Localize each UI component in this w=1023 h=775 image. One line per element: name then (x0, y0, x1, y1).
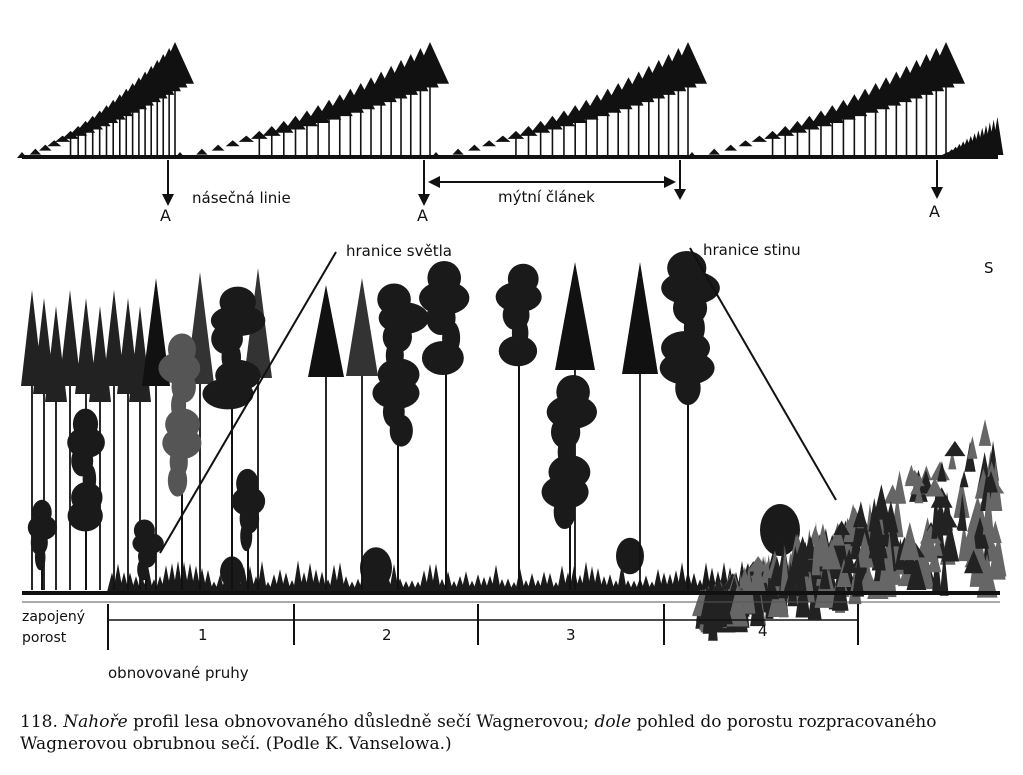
closed-stand-label-1: zapojený (22, 609, 86, 625)
top-tree-crown (739, 140, 753, 146)
beech-crown-lobe (137, 558, 148, 580)
cutting-section-label: mýtní článek (498, 188, 595, 206)
cut-marker-a-3: A (929, 202, 940, 221)
undergrowth-bush (360, 547, 392, 589)
top-tree-crown (226, 140, 240, 146)
top-tree-crown (468, 145, 481, 151)
strip-number-2: 2 (382, 626, 392, 644)
top-tree-crown (482, 140, 496, 146)
shade-boundary-label: hranice stinu (703, 241, 801, 259)
top-tree-rows (17, 42, 1003, 158)
young-stand-right (692, 419, 1006, 641)
beech-crown-lobe (35, 545, 46, 571)
beech-crown-lobe (499, 336, 537, 367)
beech-crown-lobe (240, 521, 252, 551)
light-boundary-label: hranice světla (346, 242, 452, 260)
caption-top-word: Nahoře (63, 712, 128, 732)
top-tree-crown (196, 149, 207, 155)
top-forest-profile (17, 42, 1003, 206)
caption-text-a: profil lesa obnovovaného důsledně sečí Wagnerovou; (133, 712, 590, 732)
closed-stand-label-2: porost (22, 630, 67, 646)
beech-crown-lobe (68, 500, 103, 531)
cutting-section-arrow (428, 176, 676, 188)
beech-crown-lobe (422, 341, 464, 375)
top-tree-crown (212, 145, 225, 151)
strip-number-3: 3 (566, 626, 576, 644)
beech-crown-lobe (168, 465, 187, 497)
strip-number-4: 4 (758, 622, 768, 640)
young-stand-tree (900, 522, 920, 560)
cut-marker-a-1: A (160, 206, 171, 225)
mature-trees (21, 251, 720, 590)
top-tree-crown (452, 149, 463, 155)
spruce-crown (346, 278, 378, 376)
caption-number: 118. (20, 712, 58, 732)
renewed-strips-label: obnovované pruhy (108, 664, 249, 682)
cut-marker-a-2: A (417, 206, 428, 225)
figure-caption (20, 711, 1005, 755)
beech-crown-lobe (554, 495, 576, 529)
young-stand-tree (979, 419, 991, 446)
young-stand-tree (944, 441, 965, 456)
south-label: S (984, 259, 994, 277)
beech-crown-lobe (675, 371, 700, 405)
beech-crown-lobe (390, 415, 413, 447)
young-stand-tree (967, 436, 977, 459)
caption-text-b: pohled do porostu rozpracovaného Wagnerovou obrubnou sečí. (Podle K. Vanselowa.) (20, 712, 937, 754)
strip-scale (22, 602, 1000, 650)
top-tree-crown (30, 149, 41, 155)
spruce-crown (308, 285, 344, 377)
spruce-crown (555, 262, 595, 370)
cut-line-label: násečná linie (192, 189, 291, 207)
young-stand-tree (960, 471, 969, 488)
strip-number-1: 1 (198, 626, 208, 644)
top-tree-crown (724, 145, 737, 151)
bottom-forest-view (21, 248, 1006, 650)
spruce-crown (622, 262, 658, 374)
caption-bottom-word: dole (594, 712, 632, 732)
top-tree-crown (709, 149, 720, 155)
